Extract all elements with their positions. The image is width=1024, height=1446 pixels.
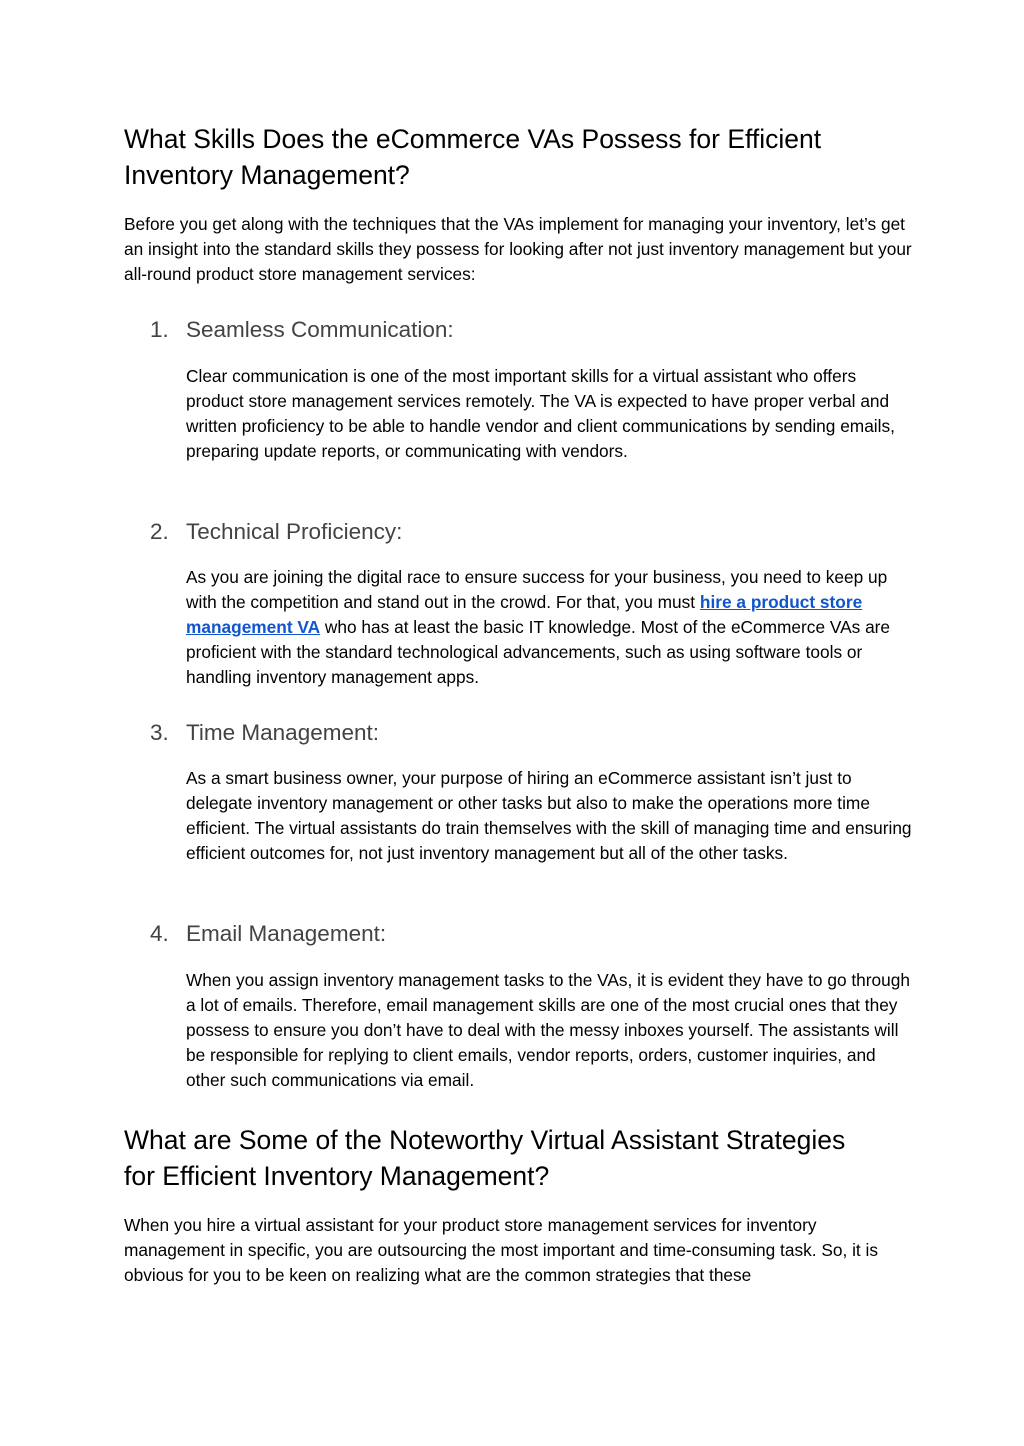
skill-title: Email Management: (186, 921, 387, 946)
skill-heading-1 (150, 315, 454, 345)
list-number: 2. (150, 519, 169, 544)
paragraph-text: who has at least the basic IT knowledge. Most of the eCommerce VAs are proficient with the standard technological advancements, such as using software tools or handling inventory management apps. (186, 617, 891, 687)
section-heading-strategies (124, 1122, 914, 1194)
list-number: 4. (150, 921, 169, 946)
skill-paragraph-2 (186, 565, 914, 690)
paragraph-text: As you are joining the digital race to ensure success for your business, you need to keep up with the competition and stand out in the crowd. For that, you must (186, 567, 888, 612)
hire-product-store-management-va-link[interactable]: hire a product store management VA (186, 592, 863, 637)
skill-paragraph-4: When you assign inventory management tasks to the VAs, it is evident they have to go through a lot of emails. Therefore, email management skills are one of the most crucial ones that they possess to ensure you don’t have to deal with the messy inboxes yourself. The assistants will be responsible for replying to client emails, vendor reports, orders, customer inquiries, and other such communications via email. (186, 970, 910, 1090)
skills-intro-paragraph: Before you get along with the techniques that the VAs implement for managing your inventory, let’s get an insight into the standard skills they possess for looking after not just inventory management but your all-round product store management services: (124, 214, 912, 284)
skill-paragraph-3: As a smart business owner, your purpose of hiring an eCommerce assistant isn’t just to delegate inventory management or other tasks but also to make the operations more time efficient. The virtual assistants do train themselves with the skill of managing time and ensuring efficient outcomes for, not just inventory management but all of the other tasks. (186, 768, 912, 863)
heading-line: Inventory Management? (124, 160, 410, 190)
heading-line: What Skills Does the eCommerce VAs Possess for Efficient (124, 124, 822, 154)
list-number: 1. (150, 317, 169, 342)
skill-title: Technical Proficiency: (186, 519, 403, 544)
section-heading-skills (124, 121, 914, 193)
skill-title: Seamless Communication: (186, 317, 454, 342)
list-number: 3. (150, 720, 169, 745)
skill-paragraph-1: Clear communication is one of the most important skills for a virtual assistant who offers product store management services remotely. The VA is expected to have proper verbal and written proficiency to be able to handle vendor and client communications by sending emails, preparing update reports, or communicating with vendors. (186, 366, 895, 461)
skill-heading-2 (150, 517, 402, 547)
heading-line: for Efficient Inventory Management? (124, 1161, 550, 1191)
skill-heading-4 (150, 919, 386, 949)
strategies-intro-paragraph: When you hire a virtual assistant for your product store management services for inventory management in specific, you are outsourcing the most important and time-consuming task. So, it is obvious for you to be keen on realizing what are the common strategies that these (124, 1215, 879, 1285)
skill-title: Time Management: (186, 720, 379, 745)
heading-line: What are Some of the Noteworthy Virtual Assistant Strategies (124, 1125, 846, 1155)
skill-heading-3 (150, 718, 379, 748)
